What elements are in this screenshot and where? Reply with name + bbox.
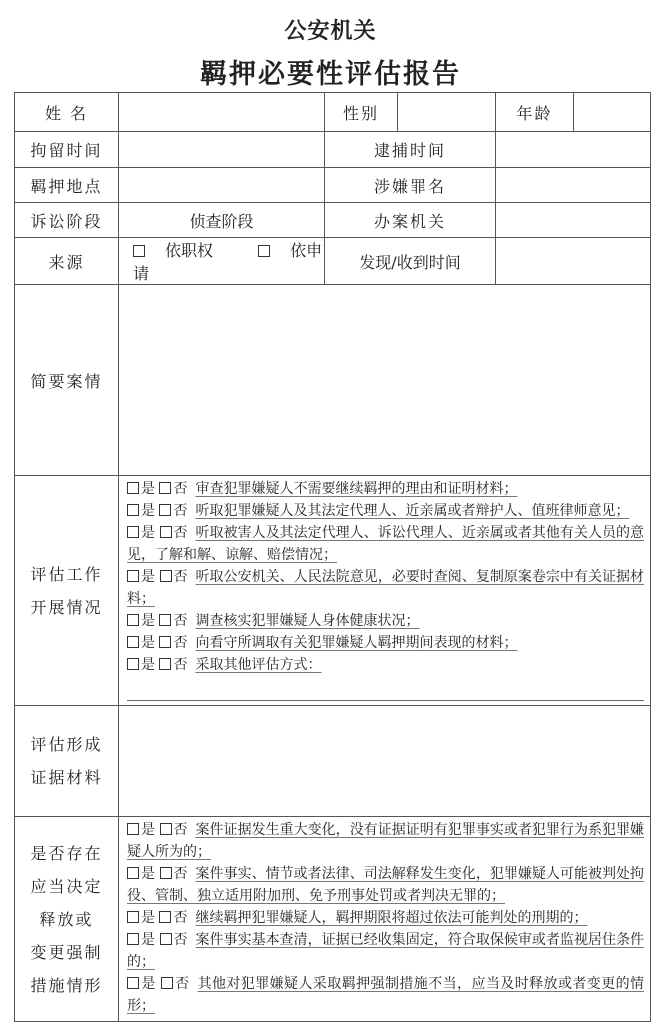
custody-place-field[interactable] [119,168,325,203]
checkbox-icon[interactable] [127,504,139,516]
evaluation-item [127,654,644,676]
gender-label: 性别 [325,93,398,132]
no-checkbox[interactable]: 否 [159,503,187,519]
name-field[interactable] [119,93,325,132]
checkbox-icon[interactable] [160,823,172,835]
row-release [15,817,651,1022]
no-checkbox[interactable]: 否 [160,822,188,838]
checkbox-icon[interactable] [127,867,139,879]
no-checkbox[interactable]: 否 [159,657,187,673]
evidence-field[interactable] [119,706,651,817]
checkbox-icon[interactable] [127,658,139,670]
checkbox-icon[interactable] [159,482,171,494]
name-label: 姓 名 [15,93,119,132]
document-title: 羁押必要性评估报告 [200,59,461,90]
evaluation-item-text: 向看守所调取有关犯罪嫌疑人羁押期间表现的材料； [195,635,518,651]
checkbox-icon[interactable] [127,911,139,923]
evaluation-item-text: 听取被害人及其法定代理人、诉讼代理人、近亲属或者其他有关人员的意见，了解和解、谅解、赔偿情况； [127,525,645,563]
row-stage [15,203,651,238]
no-checkbox[interactable]: 否 [159,635,187,651]
checkbox-icon[interactable] [127,977,139,989]
source-application-option[interactable]: 依申请 [133,241,323,283]
release-item-text: 案件证据发生重大变化，没有证据证明有犯罪事实或者犯罪行为系犯罪嫌疑人所为的； [127,822,645,860]
yes-checkbox[interactable]: 是 [127,525,155,541]
custody-place-label: 羁押地点 [15,168,119,203]
evaluation-item [127,632,644,654]
release-item-text: 继续羁押犯罪嫌疑人，羁押期限将超过依法可能判处的刑期的； [195,910,588,926]
release-checklist [119,817,651,1022]
checkbox-icon[interactable] [127,614,139,626]
checkbox-icon[interactable] [159,636,171,648]
arrest-time-label: 逮捕时间 [325,132,496,168]
yes-checkbox[interactable]: 是 [127,657,155,673]
no-checkbox[interactable]: 否 [159,481,187,497]
source-ex-officio-option[interactable]: 依职权 [133,241,233,260]
release-item-text: 其他对犯罪嫌疑人采取羁押强制措施不当，应当及时释放或者变更的情形； [127,976,645,1014]
evaluation-checklist [119,476,651,706]
evaluation-item [127,522,644,566]
yes-checkbox[interactable]: 是 [127,910,155,926]
release-item-text: 案件事实、情节或者法律、司法解释发生变化，犯罪嫌疑人可能被判处拘役、管制、独立适用附加刑、免予刑事处罚或者判决无罪的； [127,866,645,904]
evaluation-item [127,500,644,522]
evaluation-item-text: 调查核实犯罪嫌疑人身体健康状况； [195,613,420,629]
row-evidence [15,706,651,817]
checkbox-icon[interactable] [159,614,171,626]
checkbox-icon[interactable] [258,245,270,257]
yes-checkbox[interactable]: 是 [127,569,155,585]
handling-agency-field[interactable] [496,203,651,238]
no-checkbox[interactable]: 否 [160,569,188,585]
detention-time-label: 拘留时间 [15,132,119,168]
release-item [127,929,644,973]
detention-time-field[interactable] [119,132,325,168]
suspected-crime-field[interactable] [496,168,651,203]
no-checkbox[interactable]: 否 [160,525,188,541]
evaluation-label: 评估工作 开展情况 [15,476,119,706]
checkbox-icon[interactable] [160,867,172,879]
age-field[interactable] [574,93,651,132]
litigation-stage-value: 侦查阶段 [119,203,325,238]
gender-field[interactable] [398,93,496,132]
row-detention [15,132,651,168]
row-source [15,238,651,285]
checkbox-icon[interactable] [159,658,171,670]
row-case-brief [15,285,651,476]
yes-checkbox[interactable]: 是 [127,866,155,882]
no-checkbox[interactable]: 否 [160,866,188,882]
release-item [127,907,644,929]
row-custody [15,168,651,203]
yes-checkbox[interactable]: 是 [127,822,155,838]
release-label: 是否存在 应当决定 释放或 变更强制 措施情形 [15,817,119,1022]
evaluation-item [127,478,644,500]
other-method-blank-line[interactable] [127,678,644,701]
checkbox-icon[interactable] [133,245,145,257]
no-checkbox[interactable]: 否 [161,976,190,992]
checkbox-icon[interactable] [127,526,139,538]
source-label: 来源 [15,238,119,285]
handling-agency-label: 办案机关 [325,203,496,238]
yes-checkbox[interactable]: 是 [127,481,155,497]
yes-checkbox[interactable]: 是 [127,613,155,629]
case-brief-field[interactable] [119,285,651,476]
source-options [119,238,325,285]
checkbox-icon[interactable] [159,911,171,923]
evaluation-item-text: 采取其他评估方式： [195,657,322,673]
checkbox-icon[interactable] [159,504,171,516]
row-name [15,93,651,132]
checkbox-icon[interactable] [127,933,139,945]
checkbox-icon[interactable] [161,977,173,989]
evidence-label: 评估形成 证据材料 [15,706,119,817]
yes-checkbox[interactable]: 是 [127,932,155,948]
found-time-label: 发现/收到时间 [325,238,496,285]
evaluation-item [127,610,644,632]
no-checkbox[interactable]: 否 [159,910,187,926]
no-checkbox[interactable]: 否 [159,613,187,629]
checkbox-icon[interactable] [127,823,139,835]
case-brief-label: 简要案情 [15,285,119,476]
evaluation-item-text: 审查犯罪嫌疑人不需要继续羁押的理由和证明材料； [195,481,518,497]
checkbox-icon[interactable] [160,933,172,945]
no-checkbox[interactable]: 否 [160,932,188,948]
yes-checkbox[interactable]: 是 [127,503,155,519]
checkbox-icon[interactable] [127,570,139,582]
suspected-crime-label: 涉嫌罪名 [325,168,496,203]
yes-checkbox[interactable]: 是 [127,976,156,992]
litigation-stage-label: 诉讼阶段 [15,203,119,238]
release-item [127,819,644,863]
checkbox-icon[interactable] [160,570,172,582]
age-label: 年龄 [496,93,574,132]
evaluation-item [127,566,644,610]
release-item [127,863,644,907]
release-item [127,973,644,1017]
report-form [14,92,651,1022]
release-item-text: 案件事实基本查清，证据已经收集固定，符合取保候审或者监视居住条件的； [127,932,645,970]
arrest-time-field[interactable] [496,132,651,168]
evaluation-item-text: 听取公安机关、人民法院意见，必要时查阅、复制原案卷宗中有关证据材料； [127,569,645,607]
yes-checkbox[interactable]: 是 [127,635,155,651]
checkbox-icon[interactable] [127,482,139,494]
checkbox-icon[interactable] [160,526,172,538]
checkbox-icon[interactable] [127,636,139,648]
row-evaluation [15,476,651,706]
org-title: 公安机关 [284,18,377,44]
found-time-field[interactable] [496,238,651,285]
evaluation-item-text: 听取犯罪嫌疑人及其法定代理人、近亲属或者辩护人、值班律师意见； [195,503,630,519]
